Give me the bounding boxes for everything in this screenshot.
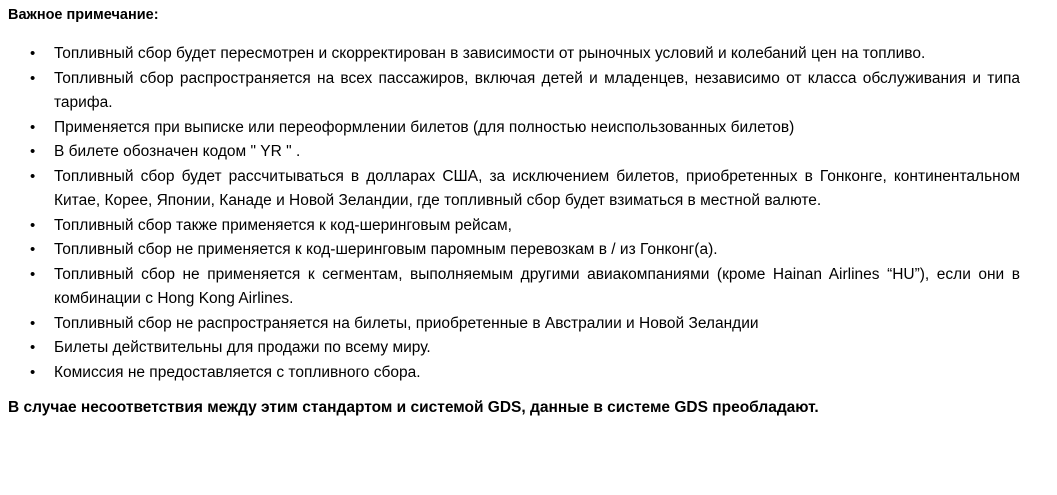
list-item [8, 361, 1020, 386]
bullet-icon: • [30, 314, 36, 332]
bullet-icon: • [30, 241, 36, 258]
list-item [8, 42, 1020, 67]
list-item-text: Топливный сбор не распространяется на билеты, приобретенные в Австралии и Новой Зеландии [54, 314, 759, 332]
list-item [8, 336, 1020, 361]
bullet-icon: • [30, 167, 36, 185]
bullet-icon: • [30, 118, 36, 136]
list-item-text: Применяется при выписке или переоформлении билетов (для полностью неиспользованных билетов) [54, 118, 795, 136]
list-item [8, 238, 1020, 263]
list-item-text: Топливный сбор не применяется к сегментам, выполняемым другими авиакомпаниями (кроме Hainan Airlines “HU”), если они в комбинации с Hong Kong Airlines. [54, 265, 1020, 307]
bullet-icon: • [30, 339, 36, 356]
list-item-text: Топливный сбор не применяется к код-шеринговым паромным перевозкам в / из Гонконг(а). [54, 241, 718, 258]
bullet-icon: • [30, 69, 36, 87]
list-item [8, 312, 1020, 337]
list-item [8, 140, 1020, 165]
list-item-text: Комиссия не предоставляется с топливного сбора. [54, 363, 421, 381]
disclaimer-text: В случае несоответствия между этим стандартом и системой GDS, данные в системе GDS преобладают. [8, 399, 819, 416]
list-item [8, 116, 1020, 141]
bullet-icon: • [30, 143, 36, 160]
bullet-icon: • [30, 45, 36, 62]
list-item [8, 214, 1020, 239]
notes-list [8, 42, 1057, 385]
list-item-text: Топливный сбор будет рассчитываться в долларах США, за исключением билетов, приобретенных в Гонконге, континентальном Китае, Корее, Японии, Канаде и Новой Зеландии, где топливный сбор будет взиматься в местной валюте. [54, 167, 1020, 209]
bullet-icon: • [30, 265, 36, 283]
list-item-text: В билете обозначен кодом " YR " . [54, 143, 301, 160]
list-item-text: Топливный сбор распространяется на всех пассажиров, включая детей и младенцев, независимо от класса обслуживания и типа тарифа. [54, 69, 1020, 111]
list-item [8, 165, 1020, 214]
bullet-icon: • [30, 363, 36, 381]
list-item-text: Топливный сбор также применяется к код-шеринговым рейсам, [54, 216, 512, 234]
bullet-icon: • [30, 216, 36, 234]
list-item-text: Билеты действительны для продажи по всему миру. [54, 339, 431, 356]
list-item-text: Топливный сбор будет пересмотрен и скорректирован в зависимости от рыночных условий и колебаний цен на топливо. [54, 45, 926, 62]
list-item [8, 67, 1020, 116]
section-heading: Важное примечание: [8, 7, 159, 23]
list-item [8, 263, 1020, 312]
